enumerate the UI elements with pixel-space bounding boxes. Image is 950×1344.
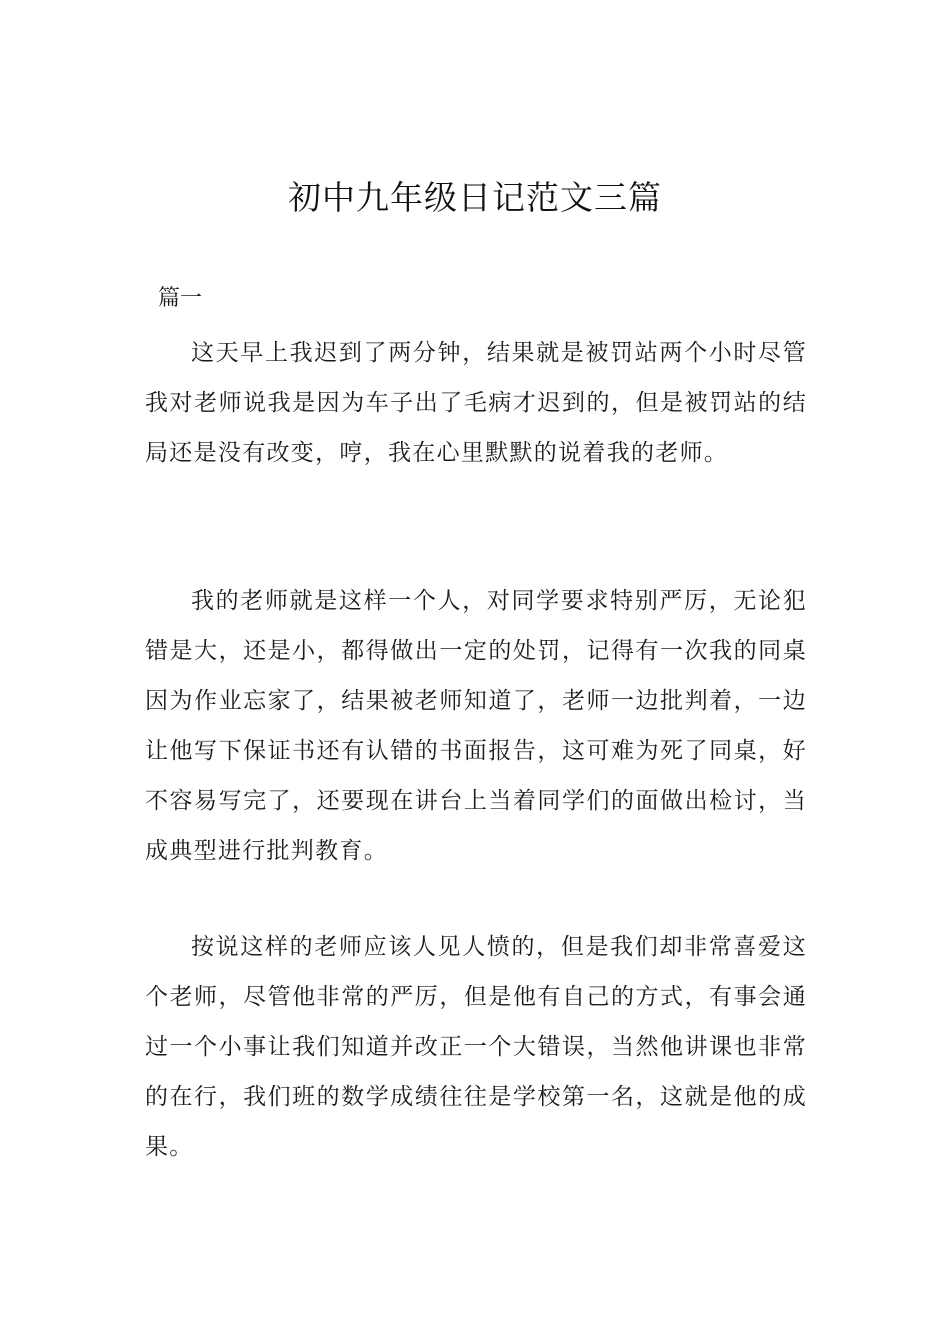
paragraph-1: 这天早上我迟到了两分钟，结果就是被罚站两个小时尽管我对老师说我是因为车子出了毛病才迟到的，但是被罚站的结局还是没有改变，哼，我在心里默默的说着我的老师。: [145, 340, 807, 466]
section-label: 篇一: [158, 286, 203, 311]
paragraph-3: 按说这样的老师应该人见人愤的，但是我们却非常喜爱这个老师，尽管他非常的严厉，但是他有自己的方式，有事会通过一个小事让我们知道并改正一个大错误，当然他讲课也非常的在行，我们班的数学成绩往往是学校第一名，这就是他的成果。: [145, 934, 807, 1160]
document-title: 初中九年级日记范文三篇: [288, 178, 662, 217]
paragraph-2: 我的老师就是这样一个人，对同学要求特别严厉，无论犯错是大，还是小，都得做出一定的处罚，记得有一次我的同桌因为作业忘家了，结果被老师知道了，老师一边批判着，一边让他写下保证书还有认错的书面报告，这可难为死了同桌，好不容易写完了，还要现在讲台上当着同学们的面做出检讨，当成典型进行批判教育。: [145, 588, 807, 864]
